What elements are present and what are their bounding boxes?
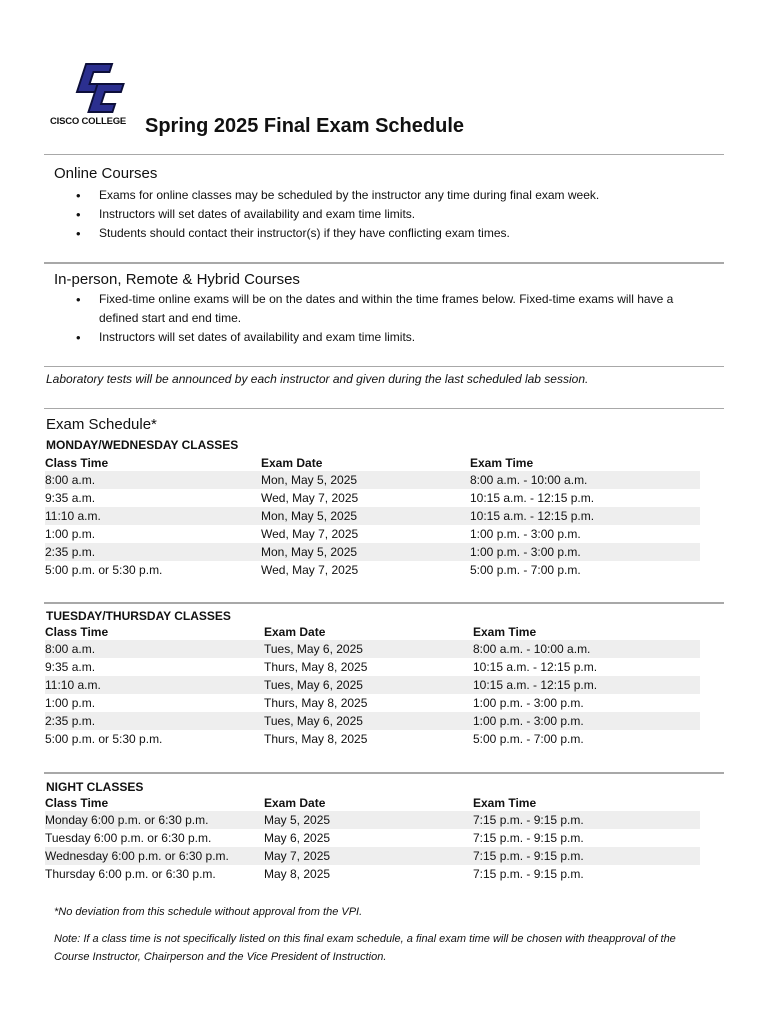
- exam-date: Tues, May 6, 2025: [264, 712, 473, 730]
- class-time: 11:10 a.m.: [45, 507, 261, 525]
- exam-date: May 6, 2025: [264, 831, 331, 845]
- divider: [44, 772, 724, 774]
- class-time: 5:00 p.m. or 5:30 p.m.: [45, 732, 163, 746]
- exam-schedule-heading: Exam Schedule*: [46, 416, 157, 433]
- class-time: Wednesday 6:00 p.m. or 6:30 p.m.: [45, 847, 264, 865]
- table-row: [45, 658, 700, 676]
- class-time: Monday 6:00 p.m. or 6:30 p.m.: [45, 811, 264, 829]
- col-exam-time: Exam Time: [473, 624, 537, 639]
- class-time: Tuesday 6:00 p.m. or 6:30 p.m.: [45, 831, 212, 845]
- exam-date: Mon, May 5, 2025: [261, 543, 470, 561]
- lab-note: Laboratory tests will be announced by each instructor and given during the last scheduled lab session.: [46, 372, 589, 386]
- exam-date: Tues, May 6, 2025: [264, 640, 473, 658]
- table-row: [45, 811, 700, 829]
- deviation-footnote: *No deviation from this schedule without approval from the VPI.: [54, 906, 363, 918]
- list-item: • Fixed-time online exams will be on the dates and within the time frames below. Fixed-time exams will have a defined start and end time.: [54, 290, 674, 328]
- table-row: [45, 829, 700, 847]
- exam-time: 8:00 a.m. - 10:00 a.m.: [470, 471, 700, 489]
- divider: [44, 262, 724, 264]
- exam-date: Wed, May 7, 2025: [261, 527, 359, 541]
- tt-heading: TUESDAY/THURSDAY CLASSES: [46, 609, 231, 623]
- exam-time: 7:15 p.m. - 9:15 p.m.: [473, 867, 584, 881]
- table-row: [45, 507, 700, 525]
- list-item: • Exams for online classes may be scheduled by the instructor any time during final exam week.: [54, 186, 694, 205]
- class-time: 9:35 a.m.: [45, 491, 96, 505]
- divider: [44, 154, 724, 155]
- col-exam-time: Exam Time: [473, 795, 537, 810]
- exam-time: 1:00 p.m. - 3:00 p.m.: [470, 527, 581, 541]
- exam-date: Wed, May 7, 2025: [261, 491, 359, 505]
- inperson-courses-heading: In-person, Remote & Hybrid Courses: [54, 271, 300, 288]
- exam-time: 1:00 p.m. - 3:00 p.m.: [473, 696, 584, 710]
- list-item: • Instructors will set dates of availability and exam time limits.: [54, 205, 694, 224]
- table-row: [45, 471, 700, 489]
- list-item: • Instructors will set dates of availability and exam time limits.: [54, 328, 674, 347]
- logo-text: CISCO COLLEGE: [50, 116, 127, 127]
- table-row: [45, 543, 700, 561]
- class-time: 1:00 p.m.: [45, 696, 96, 710]
- col-class-time: Class Time: [45, 795, 109, 810]
- col-class-time: Class Time: [45, 455, 109, 470]
- class-time: 2:35 p.m.: [45, 543, 261, 561]
- divider: [44, 408, 724, 409]
- exam-date: Mon, May 5, 2025: [261, 471, 470, 489]
- class-time: Thursday 6:00 p.m. or 6:30 p.m.: [45, 867, 216, 881]
- divider: [44, 602, 724, 604]
- col-class-time: Class Time: [45, 624, 109, 639]
- exam-date: Mon, May 5, 2025: [261, 507, 470, 525]
- divider: [44, 366, 724, 367]
- table-header-row: [45, 794, 700, 811]
- class-time: 8:00 a.m.: [45, 471, 261, 489]
- table-row: [45, 847, 700, 865]
- exam-date: Thurs, May 8, 2025: [264, 732, 368, 746]
- mw-table: [45, 454, 700, 579]
- exam-time: 10:15 a.m. - 12:15 p.m.: [473, 676, 700, 694]
- night-heading: NIGHT CLASSES: [46, 780, 144, 794]
- class-time: 5:00 p.m. or 5:30 p.m.: [45, 563, 163, 577]
- exam-time: 1:00 p.m. - 3:00 p.m.: [473, 712, 700, 730]
- exam-date: Tues, May 6, 2025: [264, 676, 473, 694]
- page-title: Spring 2025 Final Exam Schedule: [145, 115, 465, 137]
- table-row: [45, 561, 700, 579]
- col-exam-time: Exam Time: [470, 455, 534, 470]
- table-row: [45, 676, 700, 694]
- table-header-row: [45, 623, 700, 640]
- col-exam-date: Exam Date: [264, 624, 326, 639]
- online-courses-heading: Online Courses: [54, 165, 158, 182]
- table-row: [45, 489, 700, 507]
- class-time: 2:35 p.m.: [45, 712, 264, 730]
- exam-date: May 5, 2025: [264, 811, 473, 829]
- table-row: [45, 640, 700, 658]
- exam-time: 8:00 a.m. - 10:00 a.m.: [473, 640, 700, 658]
- table-row: [45, 694, 700, 712]
- tt-table: [45, 623, 700, 748]
- exam-time: 5:00 p.m. - 7:00 p.m.: [470, 563, 581, 577]
- night-table: [45, 794, 700, 883]
- class-time: 9:35 a.m.: [45, 660, 96, 674]
- list-item: • Students should contact their instructor(s) if they have conflicting exam times.: [54, 224, 694, 243]
- mw-heading: MONDAY/WEDNESDAY CLASSES: [46, 438, 239, 452]
- exam-date: May 8, 2025: [264, 867, 331, 881]
- class-time: 8:00 a.m.: [45, 640, 264, 658]
- exam-time: 10:15 a.m. - 12:15 p.m.: [470, 491, 595, 505]
- class-time-note: Note: If a class time is not specifically listed on this final exam schedule, a final exam time will be chosen with theapproval of the Course Instructor, Chairperson and the Vice President of Instruction.: [54, 933, 676, 963]
- exam-date: Thurs, May 8, 2025: [264, 660, 368, 674]
- class-time: 1:00 p.m.: [45, 527, 96, 541]
- online-courses-list: [54, 186, 694, 243]
- table-row: [45, 712, 700, 730]
- exam-date: May 7, 2025: [264, 847, 473, 865]
- exam-time: 1:00 p.m. - 3:00 p.m.: [470, 543, 700, 561]
- exam-time: 7:15 p.m. - 9:15 p.m.: [473, 847, 700, 865]
- exam-time: 7:15 p.m. - 9:15 p.m.: [473, 831, 584, 845]
- table-header-row: [45, 454, 700, 471]
- col-exam-date: Exam Date: [261, 455, 323, 470]
- table-row: [45, 865, 700, 883]
- exam-time: 5:00 p.m. - 7:00 p.m.: [473, 732, 584, 746]
- class-time: 11:10 a.m.: [45, 676, 264, 694]
- exam-time: 7:15 p.m. - 9:15 p.m.: [473, 811, 700, 829]
- exam-time: 10:15 a.m. - 12:15 p.m.: [473, 660, 598, 674]
- exam-time: 10:15 a.m. - 12:15 p.m.: [470, 507, 700, 525]
- inperson-courses-list: [54, 290, 674, 347]
- table-row: [45, 525, 700, 543]
- table-row: [45, 730, 700, 748]
- exam-date: Thurs, May 8, 2025: [264, 696, 368, 710]
- exam-date: Wed, May 7, 2025: [261, 563, 359, 577]
- col-exam-date: Exam Date: [264, 795, 326, 810]
